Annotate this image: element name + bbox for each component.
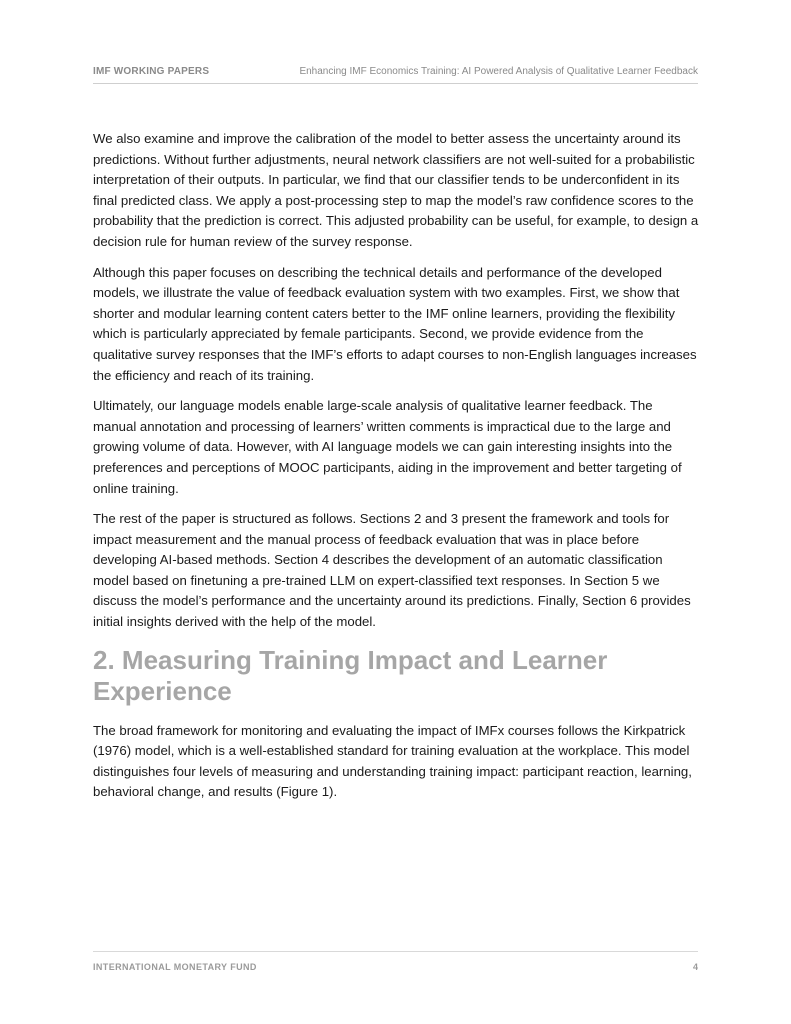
header-running-title: Enhancing IMF Economics Training: AI Powered Analysis of Qualitative Learner Feedback bbox=[299, 66, 698, 77]
paragraph-kirkpatrick: The broad framework for monitoring and evaluating the impact of IMFx courses follows the Kirkpatrick (1976) model, which is a well-established standard for training evaluation at the workplace. This model distinguishes four levels of measuring and understanding training impact: participant reaction, learning, behavioral change, and results (Figure 1). bbox=[93, 722, 692, 800]
section-heading: 2. Measuring Training Impact and Learner Experience bbox=[93, 644, 608, 706]
paragraph-illustrations: Although this paper focuses on describing the technical details and performance of the developed models, we illustrate the value of feedback evaluation system with two examples. First, we show that shorter and modular learning content caters better to the IMF online learners, providing the flexibility which is particularly appreciated by female participants. Second, we provide evidence from the qualitative survey responses that the IMF’s efforts to adapt courses to non-English languages increases the efficiency and reach of its training. bbox=[93, 264, 697, 383]
paragraph-paper-structure: The rest of the paper is structured as follows. Sections 2 and 3 present the framework and tools for impact measurement and the manual process of feedback evaluation that was in place before developing AI-based methods. Section 4 describes the development of an automatic classification model based on finetuning a pre-trained LLM on expert-classified text responses. In Section 5 we discuss the model’s performance and the uncertainty around its predictions. Finally, Section 6 provides initial insights derived with the help of the model. bbox=[93, 511, 691, 630]
footer-organization: INTERNATIONAL MONETARY FUND bbox=[93, 962, 257, 972]
page-footer bbox=[93, 951, 698, 972]
paragraph-calibration: We also examine and improve the calibration of the model to better assess the uncertainty around its predictions. Without further adjustments, neural network classifiers are not well-suited for a probabilistic interpretation of their outputs. In particular, we find that our classifier tends to be underconfident in its final predicted class. We apply a post-processing step to map the model’s raw confidence scores to the probability that the prediction is correct. This adjusted probability can be useful, for example, to design a decision rule for human review of the survey response. bbox=[93, 131, 699, 249]
page-number: 4 bbox=[692, 962, 698, 972]
main-content bbox=[93, 129, 699, 813]
page-header bbox=[93, 64, 698, 84]
header-series-label: IMF WORKING PAPERS bbox=[93, 66, 210, 77]
paragraph-language-models: Ultimately, our language models enable large-scale analysis of qualitative learner feedback. The manual annotation and processing of learners’ written comments is impractical due to the large and growing volume of data. However, with AI language models we can gain interesting insights into the preferences and perceptions of MOOC participants, aiding in the improvement and better targeting of online training. bbox=[93, 398, 682, 496]
